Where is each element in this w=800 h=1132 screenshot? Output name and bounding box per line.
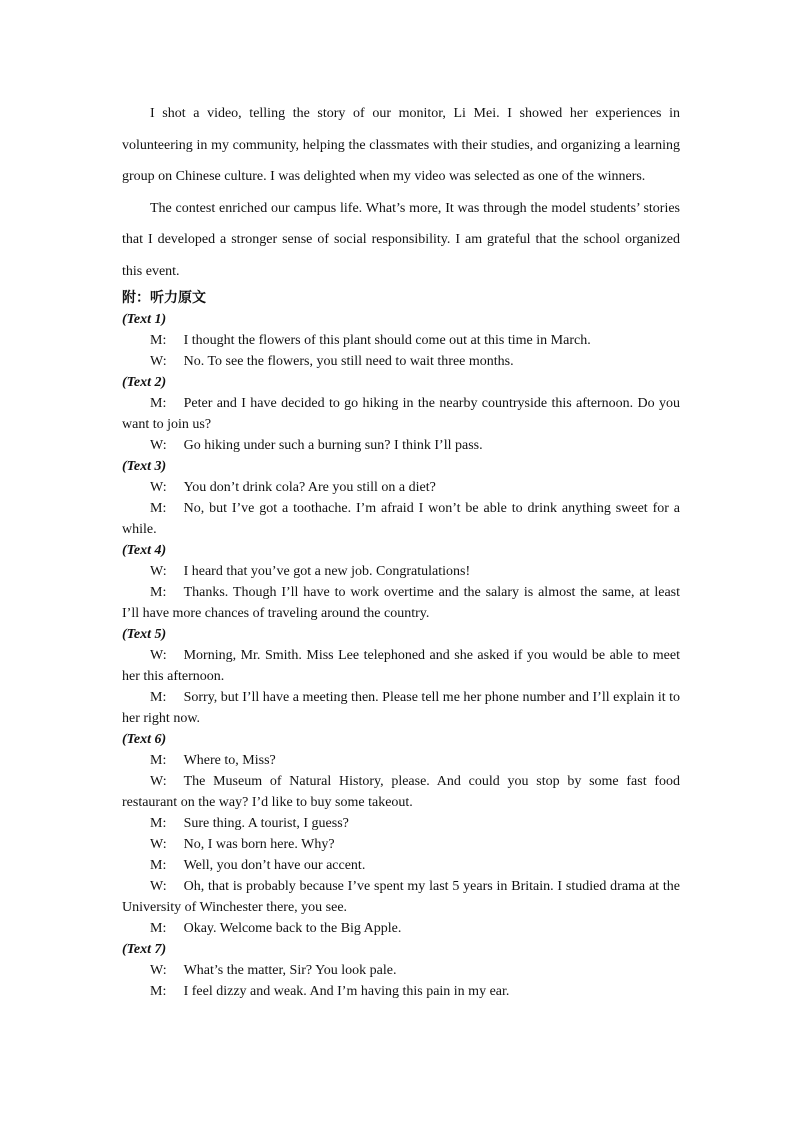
essay-section: [122, 98, 680, 287]
dialogue-line: [122, 855, 680, 876]
speaker-label: W:: [150, 564, 167, 579]
speaker-label: M:: [150, 858, 167, 873]
dialogue-text: No. To see the flowers, you still need to wait three months.: [183, 354, 514, 369]
speaker-label: W:: [150, 480, 167, 495]
dialogue-line: [122, 960, 680, 981]
dialogue-text: Sure thing. A tourist, I guess?: [183, 816, 349, 831]
speaker-label: M:: [150, 333, 167, 348]
dialogue-text: Well, you don’t have our accent.: [183, 858, 366, 873]
listening-transcript: [122, 309, 680, 1002]
dialogue-text: No, I was born here. Why?: [183, 837, 335, 852]
dialogue-line: [122, 918, 680, 939]
text-label: (Text 6): [122, 732, 167, 747]
speaker-label: M:: [150, 753, 167, 768]
dialogue-text: You don’t drink cola? Are you still on a diet?: [183, 480, 436, 495]
dialogue-text: Okay. Welcome back to the Big Apple.: [183, 921, 402, 936]
dialogue-line: [122, 981, 680, 1002]
speaker-label: W:: [150, 438, 167, 453]
speaker-label: W:: [150, 837, 167, 852]
dialogue-text: Sorry, but I’ll have a meeting then. Please tell me her phone number and I’ll explain it to her right now.: [122, 690, 680, 726]
dialogue-text: I thought the flowers of this plant should come out at this time in March.: [183, 333, 591, 348]
speaker-label: M:: [150, 816, 167, 831]
dialogue-text: No, but I’ve got a toothache. I’m afraid I won’t be able to drink anything sweet for a while.: [122, 501, 680, 537]
dialogue-text: What’s the matter, Sir? You look pale.: [183, 963, 397, 978]
speaker-label: W:: [150, 963, 167, 978]
dialogue-line: [122, 687, 680, 729]
text-label: (Text 4): [122, 543, 167, 558]
dialogue-text: Where to, Miss?: [183, 753, 276, 768]
dialogue-line: [122, 561, 680, 582]
dialogue-line: [122, 750, 680, 771]
dialogue-line: [122, 645, 680, 687]
dialogue-line: [122, 813, 680, 834]
text-label: (Text 3): [122, 459, 167, 474]
dialogue-text: Morning, Mr. Smith. Miss Lee telephoned and she asked if you would be able to meet her this afternoon.: [122, 648, 680, 684]
dialogue-line: [122, 330, 680, 351]
dialogue-line: [122, 477, 680, 498]
dialogue-line: [122, 393, 680, 435]
dialogue-line: [122, 498, 680, 540]
dialogue-text: Go hiking under such a burning sun? I think I’ll pass.: [183, 438, 483, 453]
appendix-title: 附：听力原文: [122, 290, 206, 306]
dialogue-text: Peter and I have decided to go hiking in the nearby countryside this afternoon. Do you want to join us?: [122, 396, 680, 432]
dialogue-line: [122, 834, 680, 855]
dialogue-text: Thanks. Though I’ll have to work overtime and the salary is almost the same, at least I’ll have more chances of traveling around the country.: [122, 585, 680, 621]
speaker-label: M:: [150, 921, 167, 936]
speaker-label: W:: [150, 648, 167, 663]
speaker-label: M:: [150, 396, 167, 411]
dialogue-line: [122, 435, 680, 456]
text-label: (Text 5): [122, 627, 167, 642]
speaker-label: M:: [150, 501, 167, 516]
dialogue-line: [122, 771, 680, 813]
essay-paragraph: The contest enriched our campus life. What’s more, It was through the model students’ stories that I developed a stronger sense of social responsibility. I am grateful that the school organized this event.: [122, 200, 680, 279]
dialogue-line: [122, 582, 680, 624]
speaker-label: W:: [150, 879, 167, 894]
speaker-label: M:: [150, 690, 167, 705]
text-label: (Text 7): [122, 942, 167, 957]
dialogue-line: [122, 876, 680, 918]
speaker-label: M:: [150, 585, 167, 600]
dialogue-text: The Museum of Natural History, please. And could you stop by some fast food restaurant on the way? I’d like to buy some takeout.: [122, 774, 680, 810]
speaker-label: W:: [150, 354, 167, 369]
speaker-label: M:: [150, 984, 167, 999]
essay-paragraph: I shot a video, telling the story of our monitor, Li Mei. I showed her experiences in volunteering in my community, helping the classmates with their studies, and organizing a learning group on Chinese culture. I was delighted when my video was selected as one of the winners.: [122, 106, 680, 184]
dialogue-text: I heard that you’ve got a new job. Congratulations!: [183, 564, 471, 579]
document-page: [122, 98, 680, 1002]
dialogue-line: [122, 351, 680, 372]
text-label: (Text 2): [122, 375, 167, 390]
speaker-label: W:: [150, 774, 167, 789]
dialogue-text: Oh, that is probably because I’ve spent my last 5 years in Britain. I studied drama at the University of Winchester there, you see.: [122, 879, 680, 915]
dialogue-text: I feel dizzy and weak. And I’m having this pain in my ear.: [183, 984, 510, 999]
text-label: (Text 1): [122, 312, 167, 327]
